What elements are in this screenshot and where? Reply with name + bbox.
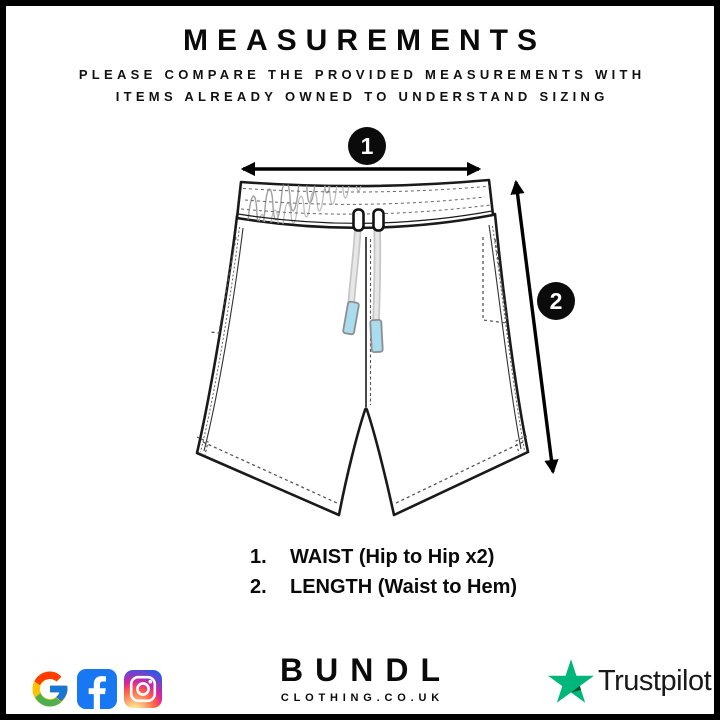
trustpilot-star-icon [548, 659, 594, 703]
eyelet [374, 210, 384, 231]
legend-item-label: LENGTH (Waist to Hem) [290, 576, 518, 598]
facebook-icon [77, 669, 117, 709]
legend-item-label: WAIST (Hip to Hip x2) [290, 546, 495, 568]
brand-logo [268, 652, 452, 704]
page-title: MEASUREMENTS [182, 24, 546, 57]
brand-tagline: CLOTHING.CO.UK [280, 692, 444, 704]
measurement-marker-2: 2 [537, 282, 575, 320]
shorts-body [197, 214, 528, 515]
brand-name: BUNDL [280, 652, 452, 688]
legend-item-length [250, 572, 517, 602]
measurement-diagram [6, 6, 720, 720]
legend-item-number: 1. [250, 546, 267, 568]
social-icons [30, 668, 162, 709]
measurement-marker-1: 1 [348, 127, 386, 165]
subtitle-line-1: PLEASE COMPARE THE PROVIDED MEASUREMENTS WITH [78, 67, 646, 82]
legend-item-waist [250, 542, 517, 572]
subtitle-line-2: ITEMS ALREADY OWNED TO UNDERSTAND SIZING [115, 89, 609, 104]
shorts-line-drawing [176, 121, 566, 526]
google-icon [30, 669, 70, 709]
drawstring-aglet [370, 320, 383, 353]
legend [250, 542, 517, 602]
trustpilot-label: Trustpilot [598, 665, 712, 697]
eyelet [354, 210, 364, 231]
legend-item-number: 2. [250, 576, 267, 598]
instagram-icon [124, 670, 162, 708]
trustpilot-logo [548, 659, 711, 703]
